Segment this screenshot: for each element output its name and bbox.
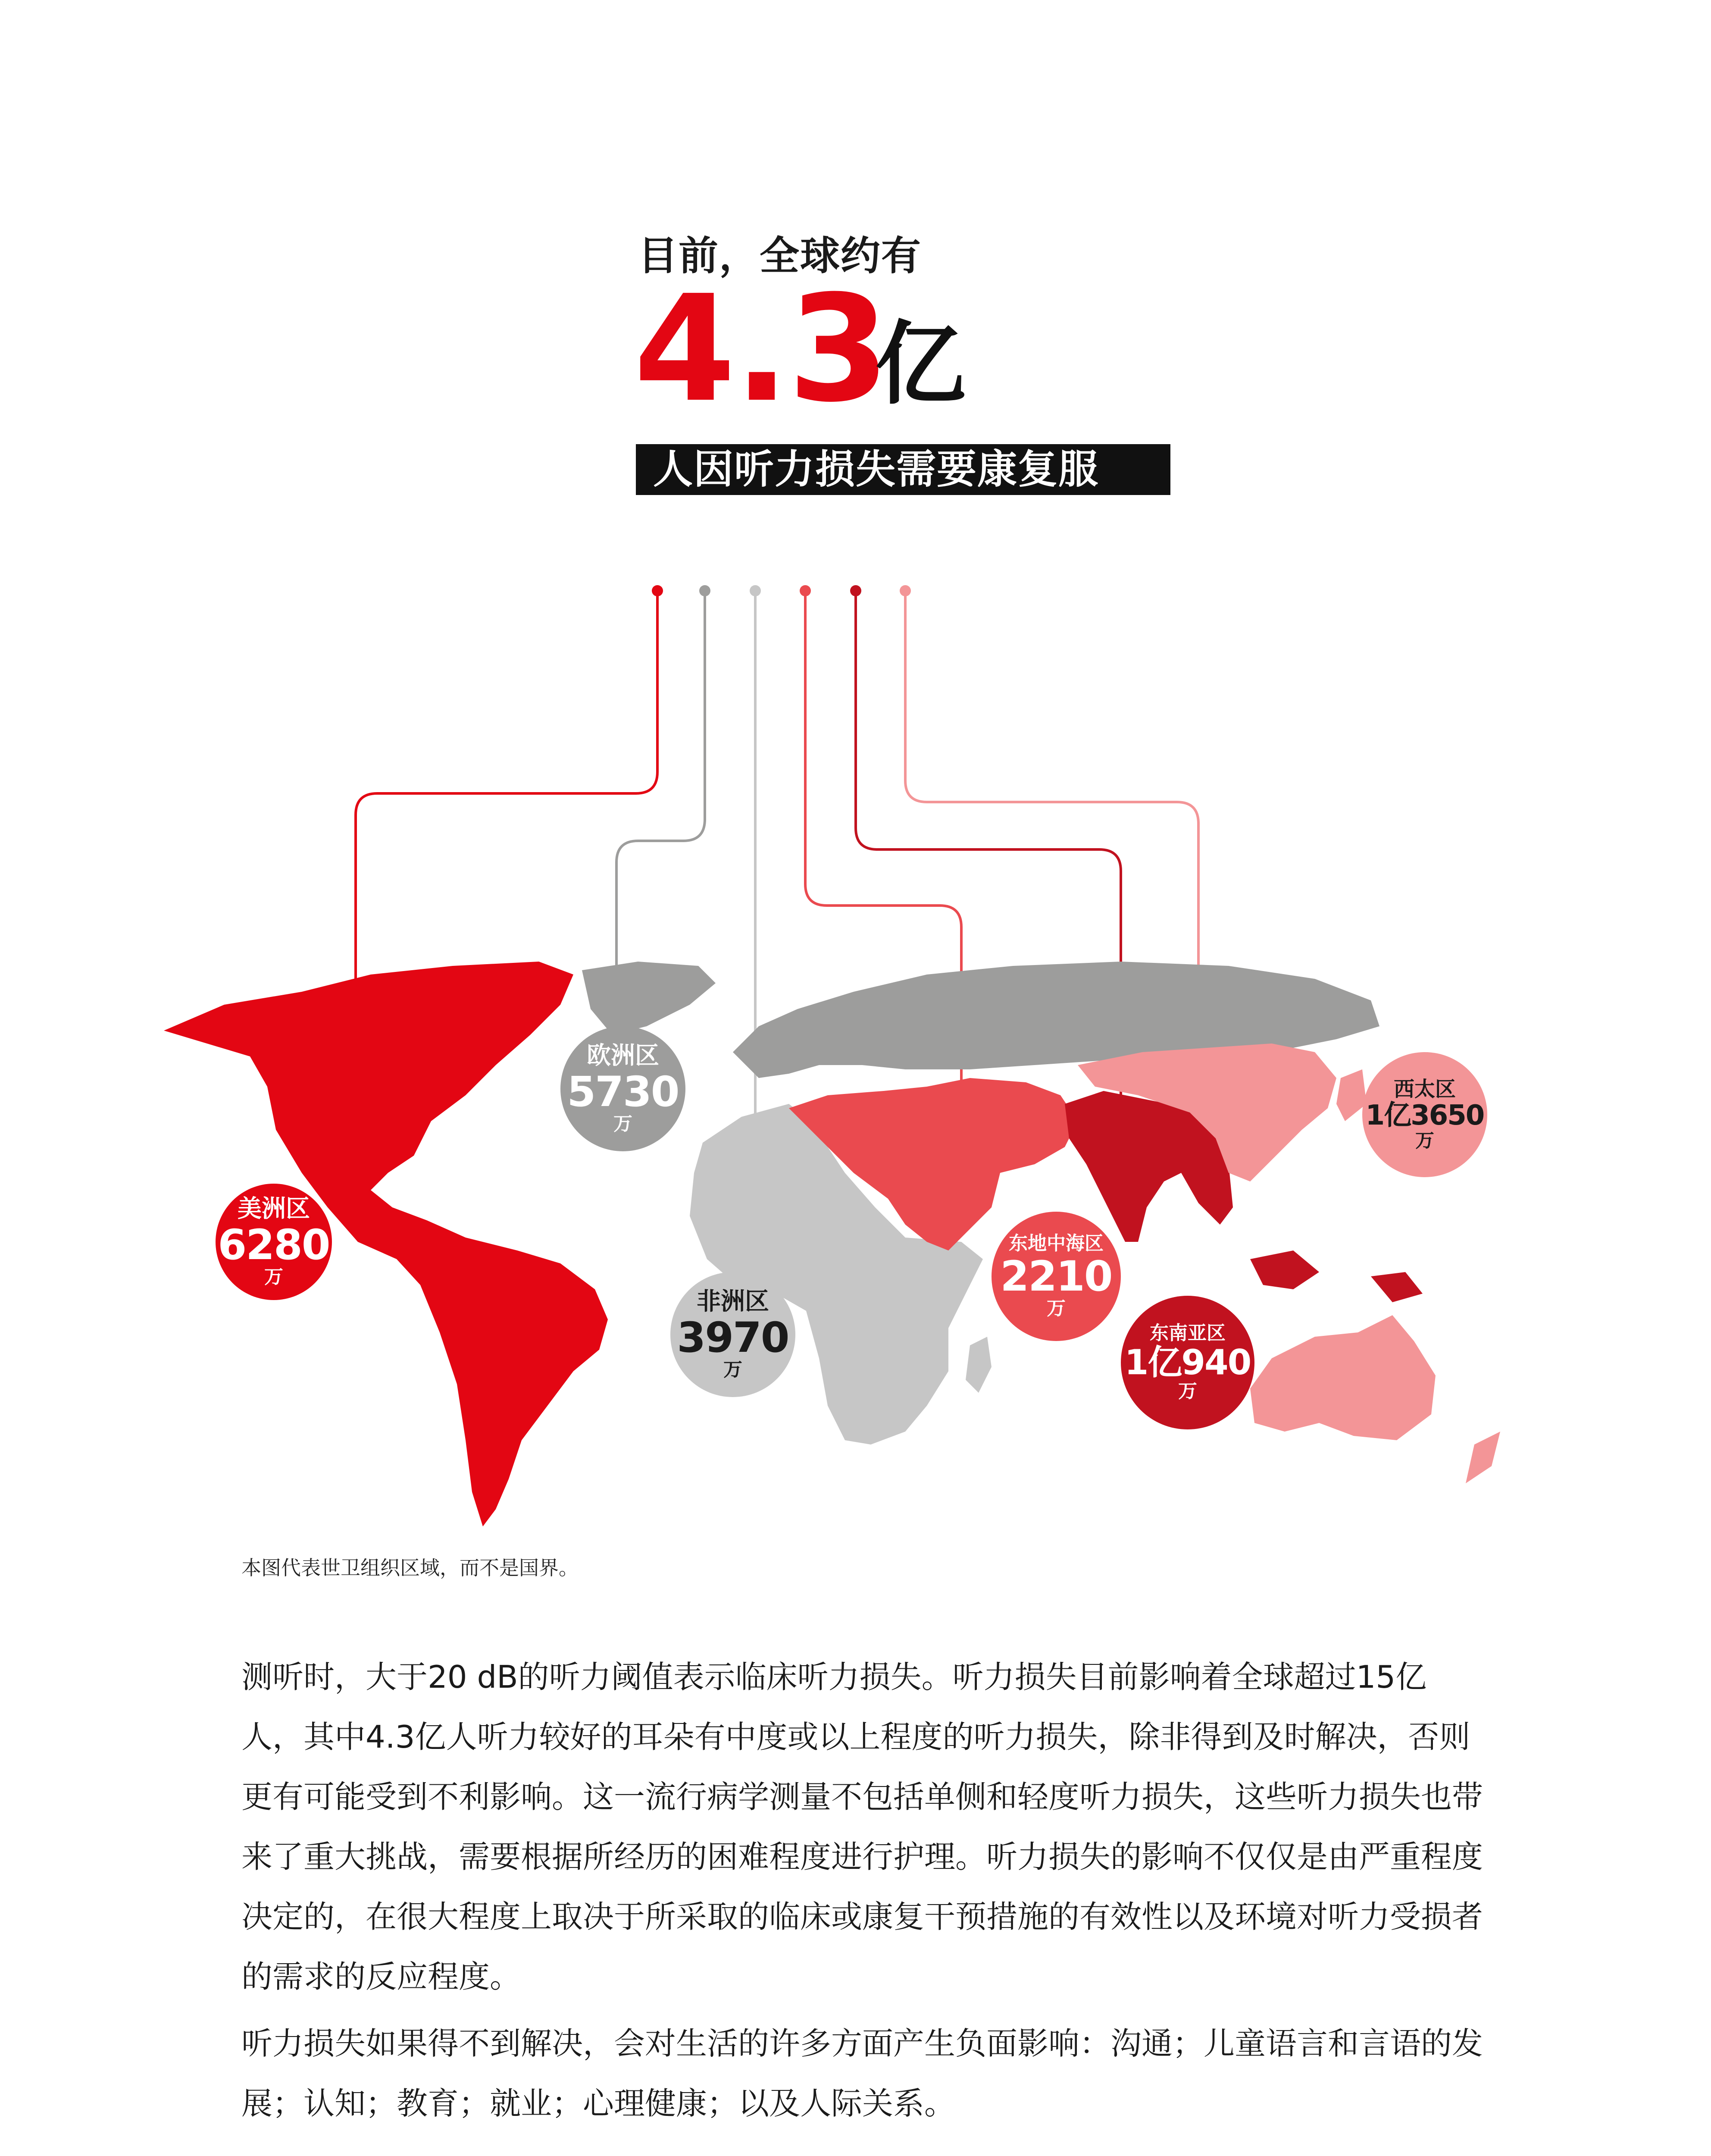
region-name: 东南亚区 xyxy=(1150,1322,1226,1344)
region-unit: 万 xyxy=(264,1266,283,1288)
region-unit: 万 xyxy=(723,1359,742,1381)
headline-unit: 亿 xyxy=(875,311,966,417)
headline-subtext-bar: 人因听力损失需要康复服务。 xyxy=(636,444,1170,495)
leader-line-europe xyxy=(616,591,705,983)
region-value: 1亿940 xyxy=(1124,1342,1251,1382)
region-name: 西太区 xyxy=(1393,1077,1456,1101)
region-unit: 万 xyxy=(1047,1297,1066,1320)
map-greenland xyxy=(582,962,716,1035)
map-sear-islands xyxy=(1250,1250,1423,1302)
body-paragraph-2: 听力损失如果得不到解决，会对生活的许多方面产生负面影响：沟通；儿童语言和言语的发展；认知；教育；就业；心理健康；以及人际关系。 xyxy=(241,2025,1483,2122)
region-bubble-americas xyxy=(216,1184,332,1300)
map-new-zealand xyxy=(1466,1432,1500,1483)
region-value: 3970 xyxy=(677,1313,789,1362)
headline-intro: 目前，全球约有 xyxy=(638,233,922,279)
region-value: 6280 xyxy=(218,1220,330,1269)
region-bubble-europe xyxy=(560,1026,685,1151)
map-madagascar xyxy=(966,1337,992,1393)
region-unit: 万 xyxy=(1415,1129,1434,1152)
headline-number: 4.3 xyxy=(634,264,888,435)
region-unit: 万 xyxy=(613,1113,632,1135)
region-name: 非洲区 xyxy=(697,1288,769,1316)
region-bubble-emr xyxy=(992,1212,1121,1341)
region-name: 欧洲区 xyxy=(587,1042,659,1070)
region-bubble-africa xyxy=(670,1272,795,1397)
region-value: 1亿3650 xyxy=(1365,1099,1484,1131)
region-value: 2210 xyxy=(1000,1252,1112,1300)
region-value: 5730 xyxy=(567,1067,679,1116)
region-name: 美洲区 xyxy=(238,1195,310,1223)
region-unit: 万 xyxy=(1178,1380,1197,1402)
body-paragraph-1: 测听时，大于20 dB的听力阈值表示临床听力损失。听力损失目前影响着全球超过15亿人，其中4.3亿人听力较好的耳朵有中度或以上程度的听力损失，除非得到及时解决，否则更有可能受到不利影响。这一流行病学测量不包括单侧和轻度听力损失，这些听力损失也带来了重大挑战，需要根据所经历的困难程度进行护理。听力损失的影响不仅仅是由严重程度决定的，在很大程度上取决于所采取的临床或康复干预措施的有效性以及环境对听力受损者的需求的反应程度。 xyxy=(241,1659,1483,1995)
region-name: 东地中海区 xyxy=(1009,1232,1104,1254)
region-bubble-wpr xyxy=(1362,1052,1487,1177)
world-map xyxy=(0,561,1711,1531)
region-bubble-sear xyxy=(1121,1296,1254,1429)
map-australia xyxy=(1250,1315,1436,1440)
map-caption: 本图代表世卫组织区域，而不是国界。 xyxy=(241,1556,579,1579)
